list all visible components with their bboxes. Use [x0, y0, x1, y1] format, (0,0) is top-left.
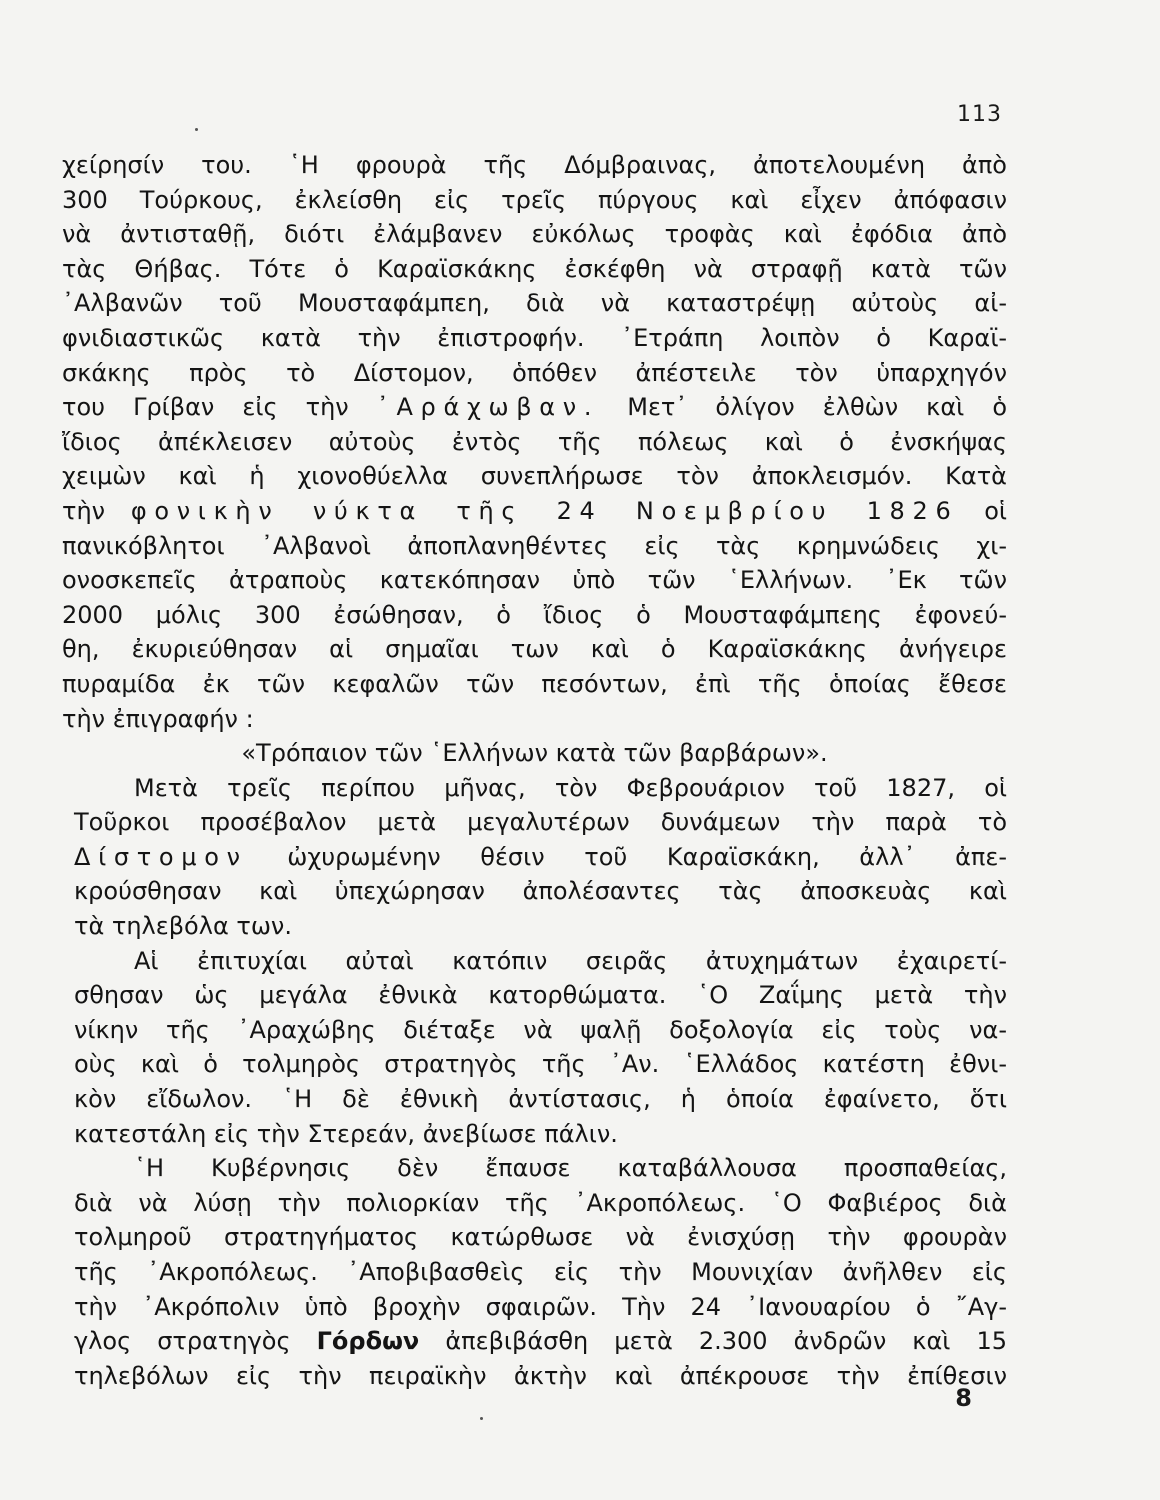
- paragraph-start: Αἱ ἐπιτυχίαι αὐταὶ κατόπιν σειρᾶς ἀτυχημάτων ἐχαιρετί-: [134, 946, 1007, 975]
- text-line: ονοσκεπεῖς ἀτραποὺς κατεκόπησαν ὑπὸ τῶν ῾Ελλήνων. ᾽Εκ τῶν: [62, 566, 1007, 595]
- quoted-inscription: «Τρόπαιον τῶν ῾Ελλήνων κατὰ τῶν βαρβάρων».: [241, 739, 828, 768]
- text-line-foniki: [62, 494, 1007, 529]
- page-number: 113: [957, 102, 1002, 127]
- text-line: Τοῦρκοι προσέβαλον μετὰ μεγαλυτέρων δυνάμεων τὴν παρὰ τὸ: [74, 808, 1007, 837]
- text-segment: του Γρίβαν εἰς τὴν: [62, 393, 349, 422]
- text-line: τηλεβόλων εἰς τὴν πειραϊκὴν ἀκτὴν καὶ ἀπέκρουσε τὴν ἐπίθεσιν: [74, 1361, 1007, 1390]
- text-line: χειμὼν καὶ ἡ χιονοθύελλα συνεπλήρωσε τὸν ἀποκλεισμόν. Κατὰ: [62, 462, 1007, 491]
- text-segment: οἱ: [984, 496, 1007, 525]
- text-segment: τὴν: [62, 496, 106, 525]
- text-line: οὺς καὶ ὁ τολμηρὸς στρατηγὸς τῆς ᾽Αν. ῾Ελλάδος κατέστη ἐθνι-: [74, 1050, 1007, 1079]
- text-line: νίκην τῆς ᾽Αραχώβης διέταξε νὰ ψαλῇ δοξολογία εἰς τοὺς να-: [74, 1015, 1007, 1044]
- text-line: 2000 μόλις 300 ἐσώθησαν, ὁ ἴδιος ὁ Μουσταφάμπεης ἐφονεύ-: [62, 600, 1007, 629]
- printer-signature-mark: 8: [955, 1384, 972, 1412]
- paragraph-start: ῾Η Κυβέρνησις δὲν ἔπαυσε καταβάλλουσα προσπαθείας,: [134, 1154, 1007, 1183]
- text-line: τολμηροῦ στρατηγήματος κατώρθωσε νὰ ἐνισχύσῃ τὴν φρουρὰν: [74, 1223, 1007, 1252]
- text-segment: Μετ᾽ ὀλίγον ἐλθὼν καὶ ὁ: [627, 393, 1008, 422]
- spaced-word-arachovan: ᾽Αράχωβαν.: [376, 393, 600, 422]
- spaced-word-distomon: Δίστομον: [74, 842, 248, 871]
- scan-speck: [195, 128, 198, 131]
- spaced-phrase-foniki-nykta: φονικὴν νύκτα τῆς 24 Νοεμβρίου 1826: [130, 496, 959, 525]
- text-line-arachovan: [62, 390, 1007, 425]
- text-line: πυραμίδα ἐκ τῶν κεφαλῶν τῶν πεσόντων, ἐπὶ τῆς ὁποίας ἔθεσε: [62, 669, 1007, 698]
- text-line: σθησαν ὡς μεγάλα ἐθνικὰ κατορθώματα. ῾Ο Ζαΐμης μετὰ τὴν: [74, 981, 1007, 1010]
- text-line: χείρησίν του. ῾Η φρουρὰ τῆς Δόμβραινας, ἀποτελουμένη ἀπὸ: [62, 151, 1007, 179]
- bold-name-gordon: Γόρδων: [316, 1327, 420, 1356]
- text-line: τὴν ἐπιγραφήν :: [62, 704, 254, 733]
- text-line-distomon: [62, 840, 1007, 875]
- text-line: τὰς Θήβας. Τότε ὁ Καραϊσκάκης ἐσκέφθη νὰ στραφῇ κατὰ τῶν: [62, 254, 1007, 283]
- paragraph-start: Μετὰ τρεῖς περίπου μῆνας, τὸν Φεβρουάριον τοῦ 1827, οἱ: [134, 773, 1007, 802]
- body-text: [62, 148, 1007, 1393]
- text-line: κὸν εἴδωλον. ῾Η δὲ ἐθνικὴ ἀντίστασις, ἡ ὁποία ἐφαίνετο, ὅτι: [74, 1085, 1007, 1114]
- scan-speck: [480, 1417, 483, 1420]
- text-segment: ἀπεβιβάσθη μετὰ 2.300 ἀνδρῶν καὶ 15: [445, 1327, 1007, 1356]
- text-line: κρούσθησαν καὶ ὑπεχώρησαν ἀπολέσαντες τὰς ἀποσκευὰς καὶ: [74, 877, 1007, 906]
- text-line: σκάκης πρὸς τὸ Δίστομον, ὁπόθεν ἀπέστειλε τὸν ὑπαρχηγόν: [62, 358, 1007, 387]
- text-line: κατεστάλη εἰς τὴν Στερεάν, ἀνεβίωσε πάλιν.: [74, 1119, 618, 1148]
- text-line: 300 Τούρκους, ἐκλείσθη εἰς τρεῖς πύργους καὶ εἶχεν ἀπόφασιν: [62, 185, 1007, 214]
- text-line: τῆς ᾽Ακροπόλεως. ᾽Αποβιβασθεὶς εἰς τὴν Μουνιχίαν ἀνῆλθεν εἰς: [74, 1258, 1007, 1286]
- text-line: ᾽Αλβανῶν τοῦ Μουσταφάμπεη, διὰ νὰ καταστρέψῃ αὐτοὺς αἰ-: [62, 289, 1007, 318]
- text-line: τὰ τηλεβόλα των.: [74, 912, 292, 941]
- text-line: ἴδιος ἀπέκλεισεν αὐτοὺς ἐντὸς τῆς πόλεως καὶ ὁ ἐνσκήψας: [62, 427, 1007, 456]
- text-line: φνιδιαστικῶς κατὰ τὴν ἐπιστροφήν. ᾽Ετράπη λοιπὸν ὁ Καραϊ-: [62, 323, 1007, 352]
- text-line: θη, ἐκυριεύθησαν αἱ σημαῖαι των καὶ ὁ Καραϊσκάκης ἀνήγειρε: [62, 635, 1007, 664]
- text-segment: γλος στρατηγὸς: [74, 1327, 291, 1356]
- text-line: πανικόβλητοι ᾽Αλβανοὶ ἀποπλανηθέντες εἰς τὰς κρημνώδεις χι-: [62, 531, 1007, 560]
- text-line: διὰ νὰ λύσῃ τὴν πολιορκίαν τῆς ᾽Ακροπόλεως. ῾Ο Φαβιέρος διὰ: [74, 1188, 1007, 1217]
- text-line: νὰ ἀντισταθῇ, διότι ἐλάμβανεν εὐκόλως τροφὰς καὶ ἐφόδια ἀπὸ: [62, 220, 1007, 249]
- text-line-gordon: [62, 1324, 1007, 1359]
- text-line: τὴν ᾽Ακρόπολιν ὑπὸ βροχὴν σφαιρῶν. Τὴν 24 ᾽Ιανουαρίου ὁ ῎Αγ-: [74, 1292, 1007, 1321]
- text-segment: ὠχυρωμένην θέσιν τοῦ Καραϊσκάκη, ἀλλ᾽ ἀπε-: [287, 842, 1007, 871]
